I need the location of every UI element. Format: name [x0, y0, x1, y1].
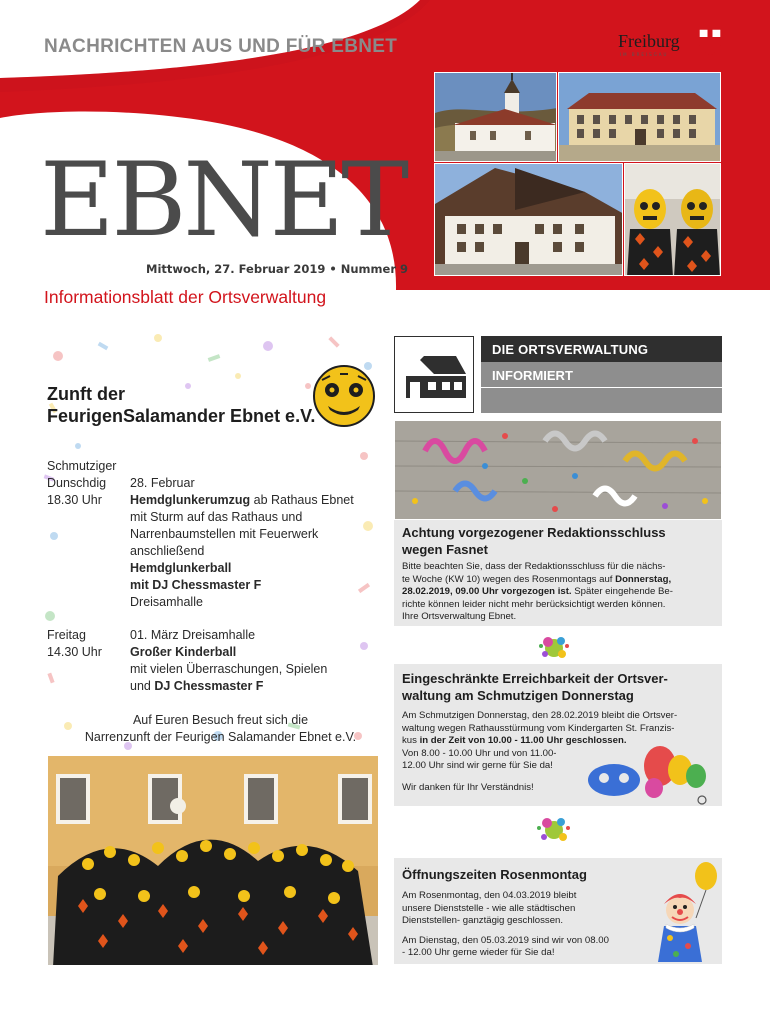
notice2-line: kus: [402, 735, 420, 747]
notice2-line: waltung wegen Rathausstürmung vom Kindergarten St. Franzis-: [402, 722, 675, 734]
notice3-line: Dienststellen- ganztägig geschlossen.: [402, 915, 564, 927]
masthead: EBNET: [40, 141, 407, 260]
notice1-line: Bitte beachten Sie, dass der Redaktionsschluss für die nächs-: [402, 561, 666, 572]
notice2-thanks: Wir danken für Ihr Verständnis!: [402, 781, 534, 793]
notice3-title: Öffnungszeiten Rosenmontag: [402, 867, 587, 882]
event2-label-line: Freitag: [47, 628, 86, 642]
notice3-line: - 12.00 Uhr gerne wieder für Sie da!: [402, 947, 555, 959]
event2-label: [47, 627, 102, 661]
event1-line: anschließend: [130, 544, 205, 558]
paint-splat-icon: [537, 632, 571, 664]
notice-rosenmontag: [394, 858, 722, 964]
notice2-line: Am Schmutzigen Donnerstag, den 28.02.2019 bleibt die Ortsver-: [402, 710, 678, 721]
notice3-line: Am Dienstag, den 05.03.2019 sind wir von 08.00: [402, 934, 609, 946]
event2-headline: Großer Kinderball: [130, 645, 237, 659]
paint-splat-icon: [536, 813, 572, 847]
notice1-body: [402, 561, 716, 624]
notice2-line: 12.00 Uhr sind wir gerne für Sie da!: [402, 760, 553, 772]
event1-sub-headline2: mit DJ Chessmaster F: [130, 578, 262, 592]
notice2-title-line2: waltung am Schmutzigen Donnerstag: [402, 688, 634, 703]
section-title: NACHRICHTEN AUS UND FÜR EBNET: [44, 36, 398, 57]
issue-date: Mittwoch, 27. Februar 2019 • Nummer 9: [146, 262, 408, 276]
freiburg-logo: [618, 28, 728, 58]
notice1-signature: Ihre Ortsverwaltung Ebnet.: [402, 611, 517, 623]
event1-label-line: 18.30 Uhr: [47, 493, 102, 507]
notice3-line: unsere Dienststelle - wie alle städtischen: [402, 902, 576, 914]
notice-redaktionsschluss: [394, 520, 722, 626]
zunft-title: [47, 383, 315, 427]
confetti-photo: [394, 420, 722, 520]
freiburg-shield-icon: [698, 28, 722, 56]
zunft-title-line2: FeurigenSalamander Ebnet e.V.: [47, 406, 316, 426]
event1-line: mit Sturm auf das Rathaus und: [130, 510, 303, 524]
heading-ortsverwaltung: DIE ORTSVERWALTUNG: [481, 336, 722, 362]
event1-date: 28. Februar: [130, 476, 195, 490]
notice2-line: Von 8.00 - 10.00 Uhr und von 11.00-: [402, 747, 557, 759]
heading-bar: [481, 388, 722, 413]
house-icon: [394, 336, 474, 413]
event1-headline-rest: ab Rathaus Ebnet: [250, 493, 354, 507]
townhall-photo: [434, 163, 623, 276]
closing-line1: Auf Euren Besuch freut sich die: [132, 713, 309, 727]
carnival-mask-balloons-icon: [584, 740, 718, 806]
notice1-line: Später eingehende Be-: [571, 586, 673, 598]
logo-cross-icon: ✚: [679, 29, 690, 43]
event1-sub-headline: Hemdglunkerball: [130, 561, 232, 575]
event1-label-line: Dunschdig: [47, 476, 107, 490]
logo-text: Freiburg: [618, 31, 680, 51]
event1-venue: Dreisamhalle: [130, 595, 203, 609]
event1-headline-line: [130, 492, 390, 509]
notice2-title-line1: Eingeschränkte Erreichbarkeit der Ortsver-: [402, 671, 668, 686]
notice1-title-line2: wegen Fasnet: [402, 542, 488, 557]
salamander-mask-icon: [312, 364, 376, 428]
closing-line2: Narrenzunft der Feurigen Salamander Ebnet e.V.: [84, 730, 357, 744]
notice3-line: Am Rosenmontag, den 04.03.2019 bleibt: [402, 890, 577, 901]
ortsverwaltung-header: [394, 336, 722, 413]
notice1-line: te Woche (KW 10) wegen des Rosenmontags auf: [402, 573, 616, 585]
notice1-title: [402, 524, 666, 558]
zunft-title-line1: Zunft der: [47, 384, 125, 404]
church-photo: [434, 72, 557, 162]
heading-informiert: INFORMIERT: [481, 362, 722, 387]
event2-label-line: 14.30 Uhr: [47, 645, 102, 659]
notice2-title: [402, 670, 668, 704]
notice-erreichbarkeit: [394, 664, 722, 806]
event2-dj: DJ Chessmaster F: [154, 679, 264, 693]
event1-headline: Hemdglunkerumzug: [130, 493, 251, 507]
event2-last-prefix: und: [130, 679, 155, 693]
closing-text: [48, 712, 393, 746]
event2-details: [130, 627, 390, 695]
event1-label: [47, 458, 116, 509]
event1-details: [130, 475, 390, 611]
zunft-group-photo: [47, 755, 379, 966]
notice2-closed-bold: in der Zeit von 10.00 - 11.00 Uhr geschlossen.: [419, 735, 627, 747]
notice3-body: [402, 890, 632, 960]
manor-photo: [558, 72, 721, 162]
notice1-date-bold: Donnerstag,: [615, 573, 672, 585]
clown-icon: [656, 860, 720, 962]
fasnet-masks-photo: [624, 163, 721, 276]
event2-date: 01. März Dreisamhalle: [130, 628, 256, 642]
newsletter-subtitle: Informationsblatt der Ortsverwaltung: [44, 287, 327, 307]
event1-label-line: Schmutziger: [47, 459, 117, 473]
notice1-line: richte können leider nicht mehr berücksichtigt werden können.: [402, 598, 666, 610]
notice1-title-line1: Achtung vorgezogener Redaktionsschluss: [402, 525, 666, 540]
event2-line: mit vielen Überraschungen, Spielen: [130, 662, 328, 676]
event1-line: Narrenbaumstellen mit Feuerwerk: [130, 527, 319, 541]
logo-subtext: IM BREISGAU: [620, 52, 669, 57]
notice1-deadline-bold: 28.02.2019, 09.00 Uhr vorgezogen ist.: [402, 586, 572, 598]
